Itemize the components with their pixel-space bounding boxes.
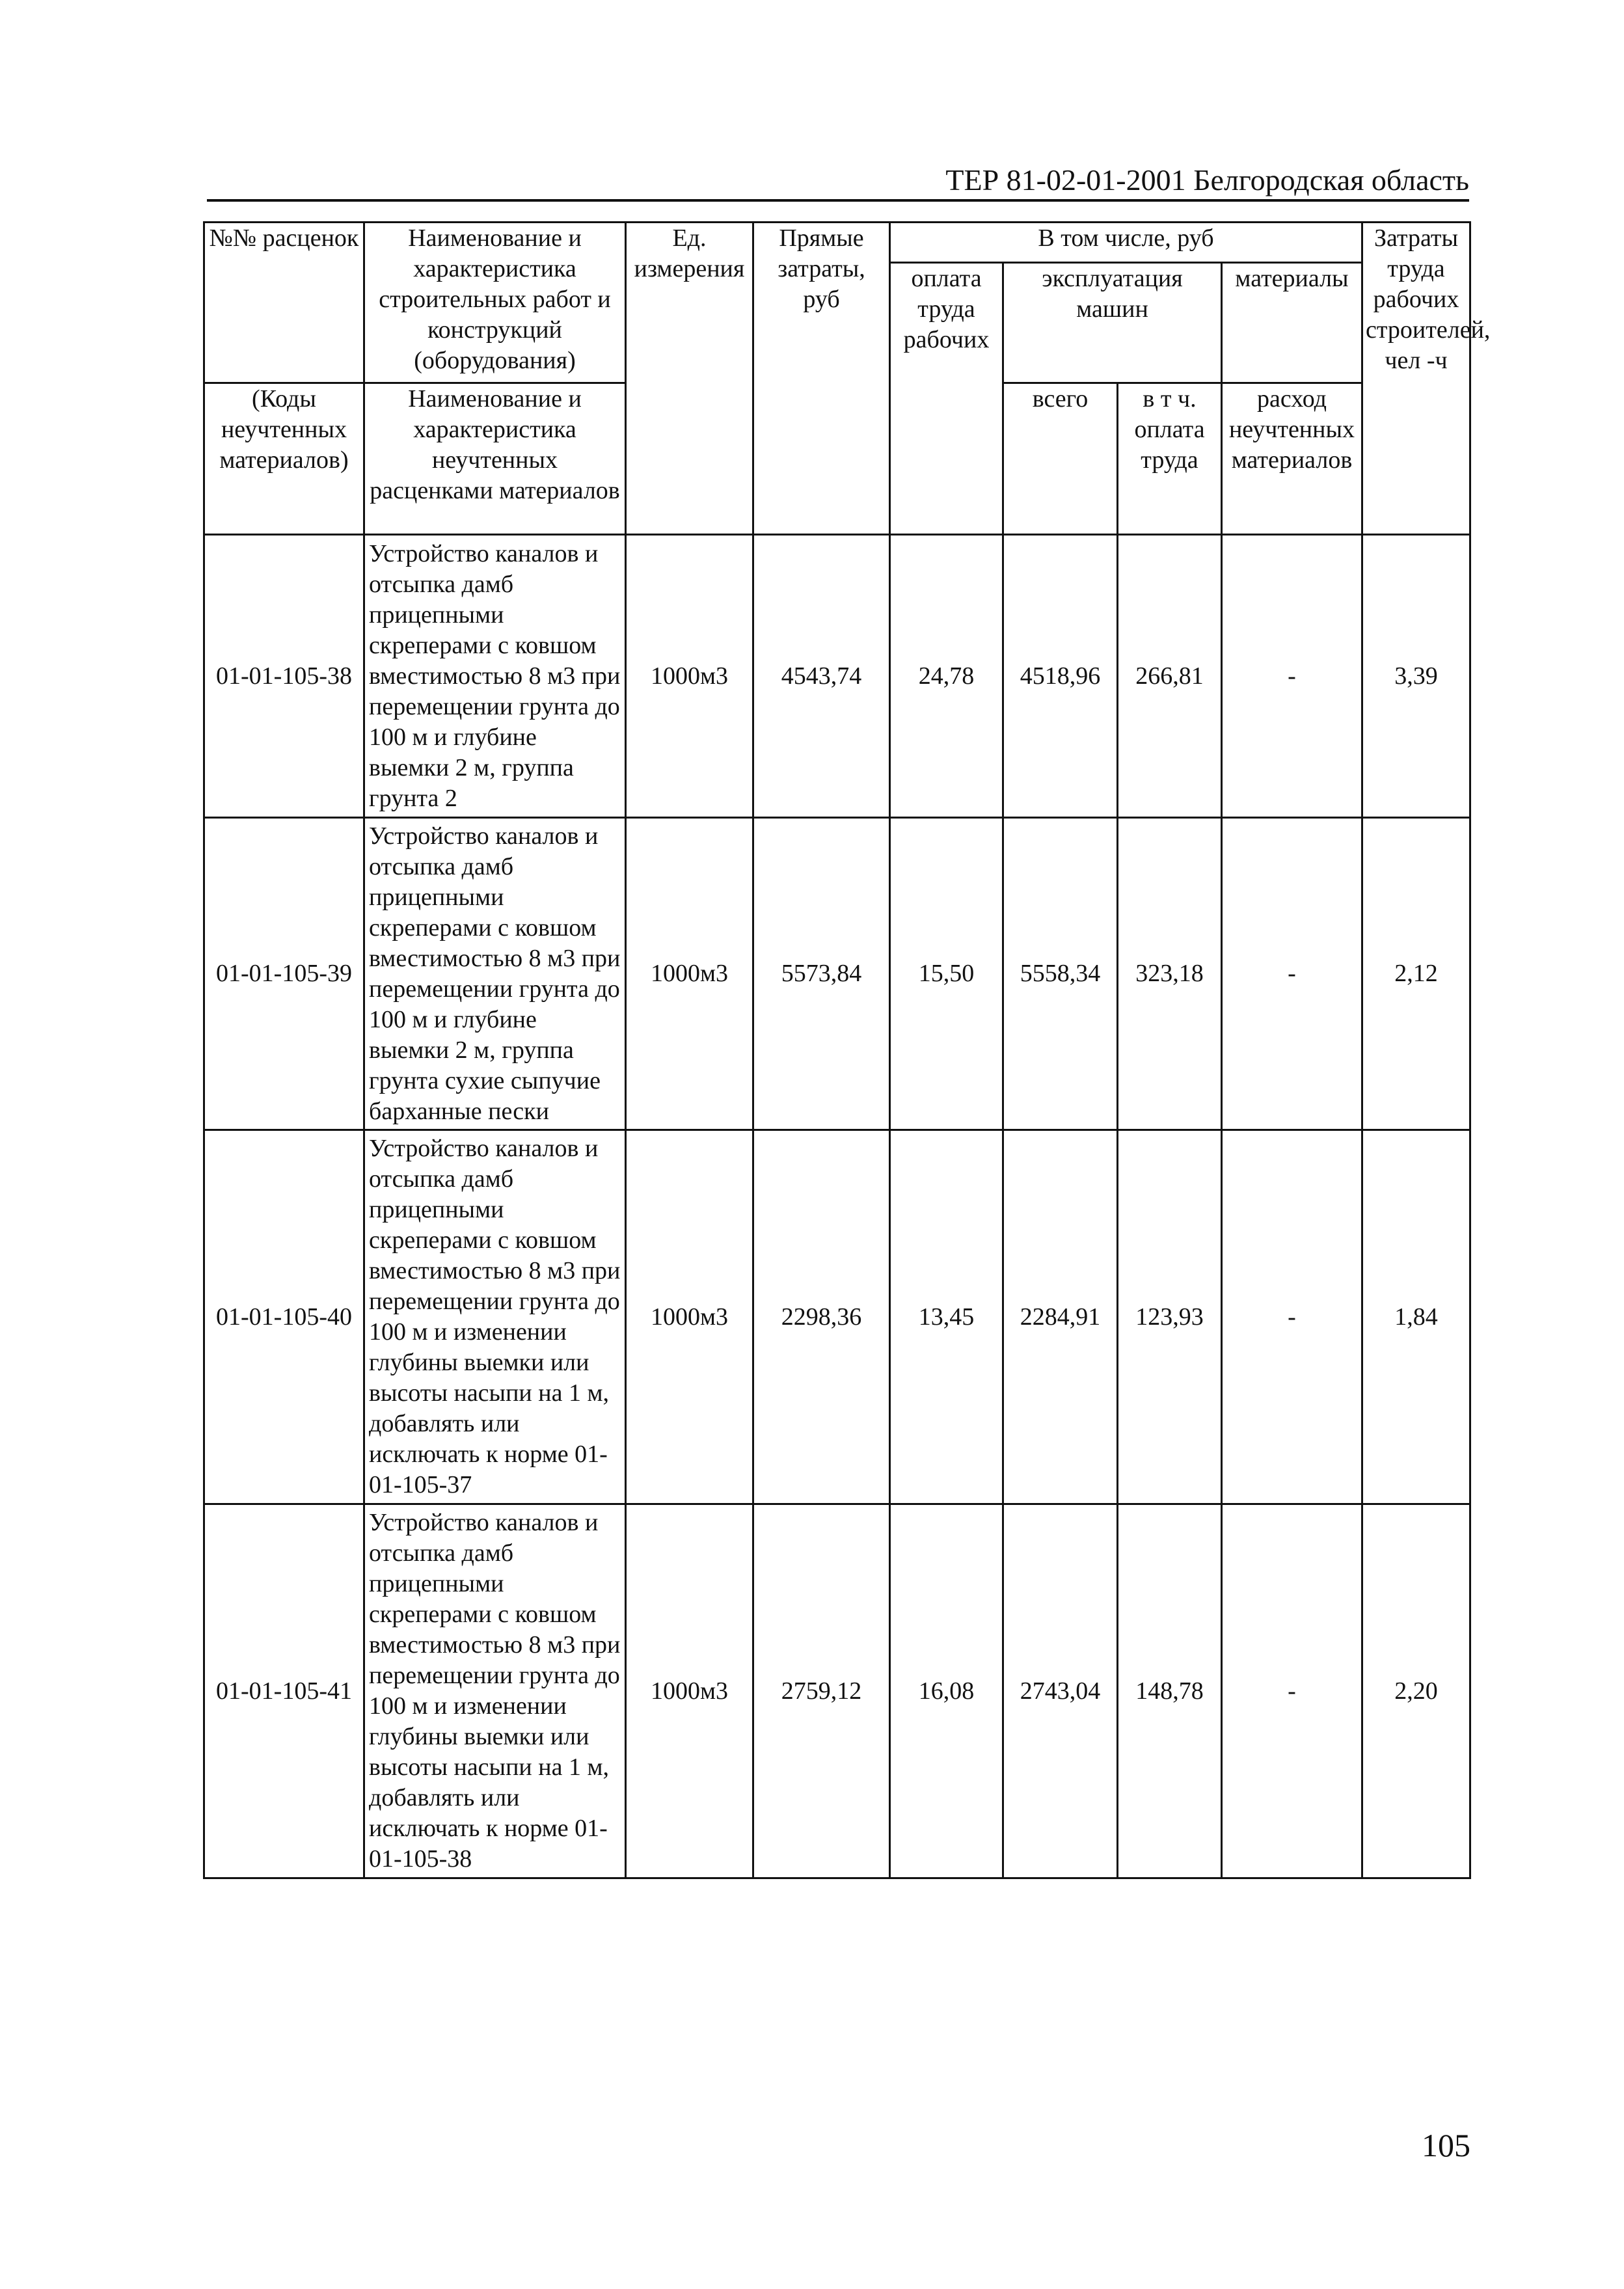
table-row (204, 535, 1470, 818)
rate-description: Устройство каналов и отсыпка дамб прицепными скреперами с ковшом вместимостью 8 м3 при перемещении грунта до 100 м и глубине выемки 2 м, группа грунта 2 (364, 535, 626, 818)
table-row (204, 818, 1470, 1130)
rate-materials: - (1222, 818, 1362, 1130)
header-name: Наименование и характеристика строительных работ и конструкций (оборудования) (364, 223, 626, 383)
header-labor: Затраты труда рабочих строителей, чел -ч (1362, 223, 1470, 535)
header-direct: Прямые затраты, руб (753, 223, 890, 535)
rate-direct-costs: 5573,84 (753, 818, 890, 1130)
rate-machines-wage: 323,18 (1118, 818, 1222, 1130)
rate-wage: 13,45 (890, 1130, 1003, 1504)
header-materials: материалы (1222, 263, 1362, 383)
rate-labor: 2,20 (1362, 1504, 1470, 1878)
rate-wage: 16,08 (890, 1504, 1003, 1878)
header-row-1 (204, 223, 1470, 263)
rate-materials: - (1222, 1130, 1362, 1504)
rate-direct-costs: 4543,74 (753, 535, 890, 818)
rate-materials: - (1222, 535, 1362, 818)
rate-wage: 15,50 (890, 818, 1003, 1130)
rate-code: 01-01-105-41 (204, 1504, 364, 1878)
rate-machines-total: 2284,91 (1003, 1130, 1118, 1504)
rate-labor: 2,12 (1362, 818, 1470, 1130)
rate-labor: 1,84 (1362, 1130, 1470, 1504)
rate-unit: 1000м3 (626, 1130, 753, 1504)
rate-labor: 3,39 (1362, 535, 1470, 818)
document-title: ТЕР 81-02-01-2001 Белгородская область (945, 163, 1469, 196)
rate-direct-costs: 2759,12 (753, 1504, 890, 1878)
header-including: В том числе, руб (890, 223, 1362, 263)
header-mach-total: всего (1003, 383, 1118, 535)
header-wage: оплата труда рабочих (890, 263, 1003, 535)
rate-description: Устройство каналов и отсыпка дамб прицепными скреперами с ковшом вместимостью 8 м3 при перемещении грунта до 100 м и изменении глубины выемки или высоты насыпи на 1 м, добавлять или исключать к норме 01-01-105-38 (364, 1504, 626, 1878)
rate-machines-wage: 266,81 (1118, 535, 1222, 818)
header-mat-unaccounted: расход неучтенных материалов (1222, 383, 1362, 535)
header-mach-wage: в т ч. оплата труда (1118, 383, 1222, 535)
rate-wage: 24,78 (890, 535, 1003, 818)
rate-unit: 1000м3 (626, 1504, 753, 1878)
rate-machines-wage: 148,78 (1118, 1504, 1222, 1878)
page-number: 105 (1422, 2127, 1470, 2163)
rate-machines-total: 5558,34 (1003, 818, 1118, 1130)
rate-machines-total: 4518,96 (1003, 535, 1118, 818)
rate-description: Устройство каналов и отсыпка дамб прицепными скреперами с ковшом вместимостью 8 м3 при перемещении грунта до 100 м и глубине выемки 2 м, группа грунта сухие сыпучие барханные пески (364, 818, 626, 1130)
table-row (204, 1504, 1470, 1878)
header-unit: Ед. измерения (626, 223, 753, 535)
rate-code: 01-01-105-38 (204, 535, 364, 818)
header-name2: Наименование и характеристика неучтенных расценками материалов (364, 383, 626, 535)
rate-code: 01-01-105-40 (204, 1130, 364, 1504)
header-machines: эксплуатация машин (1003, 263, 1222, 383)
rate-machines-wage: 123,93 (1118, 1130, 1222, 1504)
rate-code: 01-01-105-39 (204, 818, 364, 1130)
rate-description: Устройство каналов и отсыпка дамб прицепными скреперами с ковшом вместимостью 8 м3 при перемещении грунта до 100 м и изменении глубины выемки или высоты насыпи на 1 м, добавлять или исключать к норме 01-01-105-37 (364, 1130, 626, 1504)
rate-direct-costs: 2298,36 (753, 1130, 890, 1504)
rates-table (203, 221, 1491, 1879)
rate-machines-total: 2743,04 (1003, 1504, 1118, 1878)
header-codes: (Коды неучтенных материалов) (204, 383, 364, 535)
rate-unit: 1000м3 (626, 818, 753, 1130)
rate-unit: 1000м3 (626, 535, 753, 818)
header-num: №№ расценок (204, 223, 364, 383)
page-header (207, 161, 1469, 202)
table-row (204, 1130, 1470, 1504)
rate-materials: - (1222, 1504, 1362, 1878)
